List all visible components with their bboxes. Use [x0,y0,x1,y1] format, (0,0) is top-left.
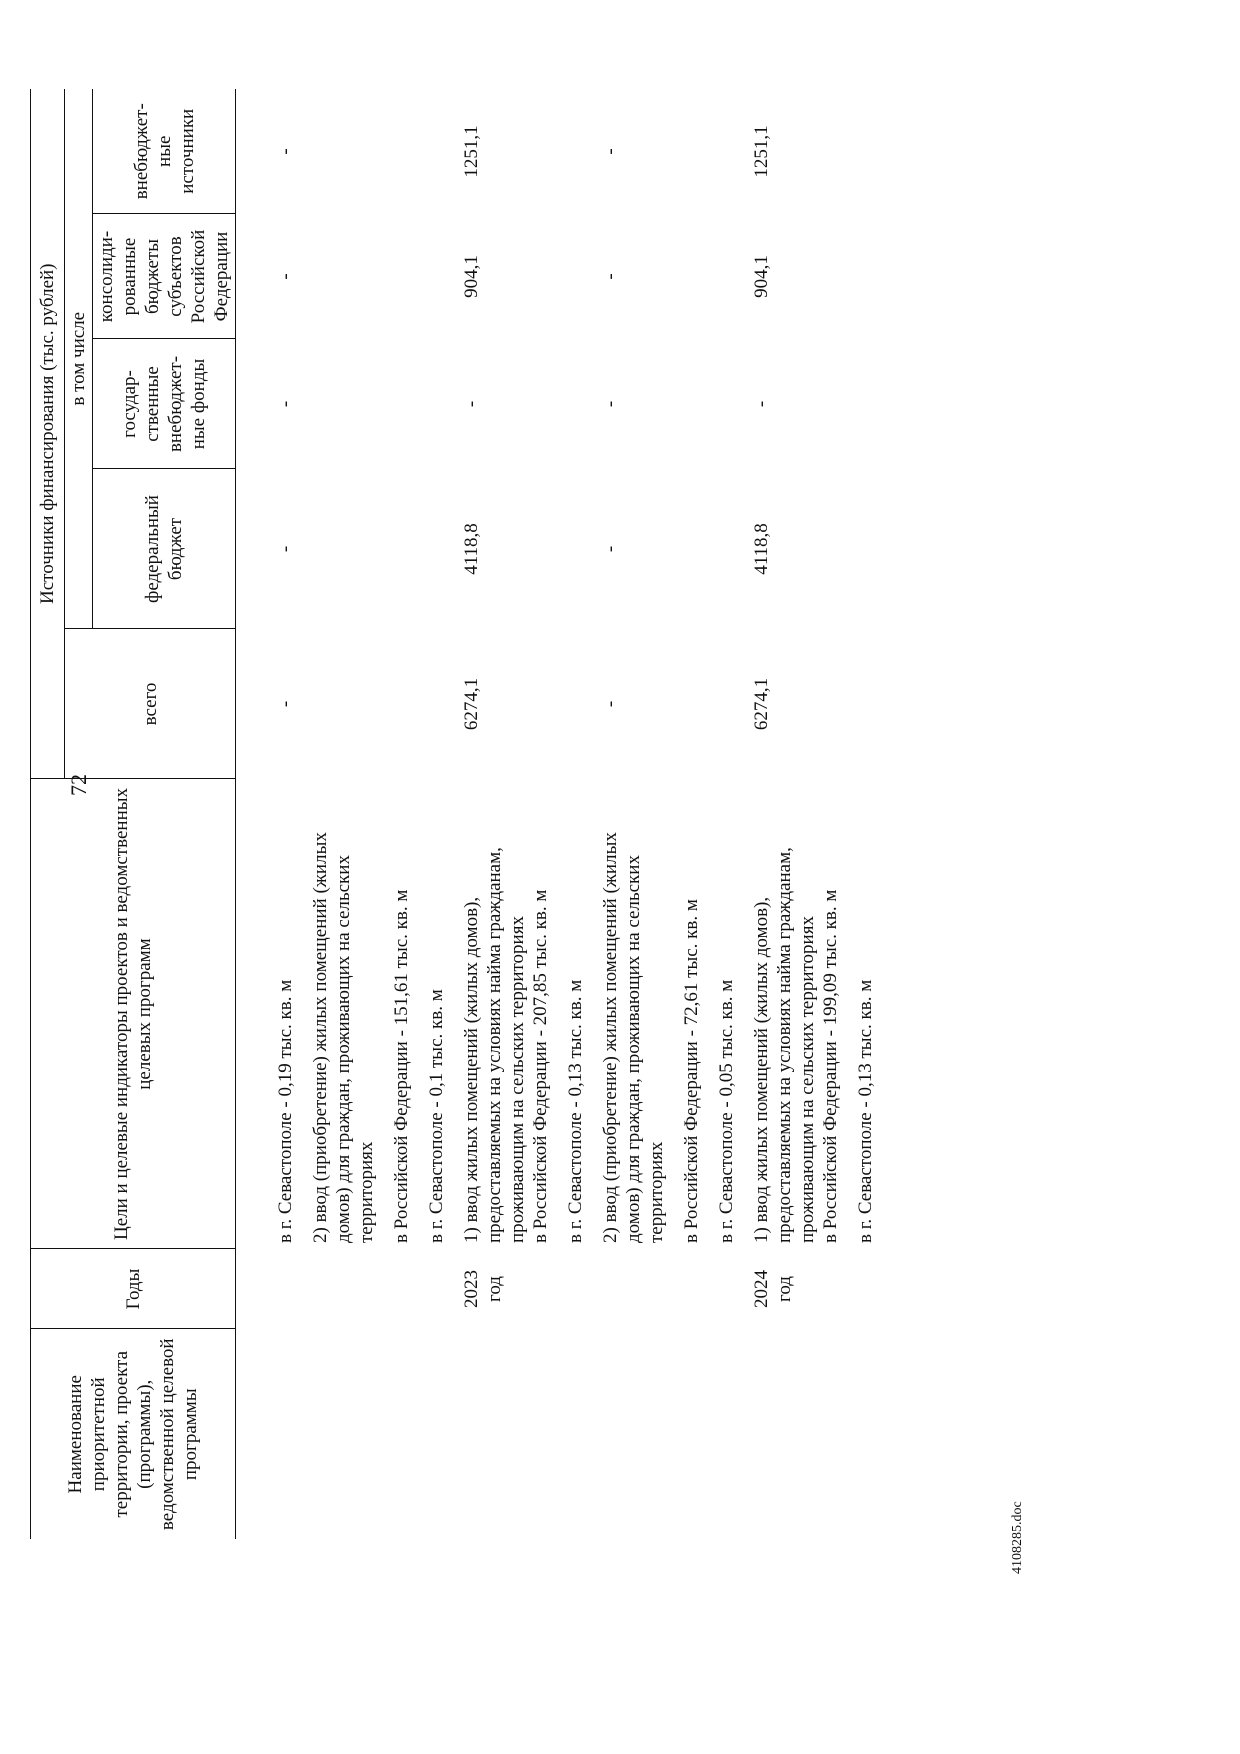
header-goals: Цели и целевые индикаторы проектов и ведомственных целевых программ [31,779,236,1249]
footer-filename: 4108285.doc [1010,1501,1025,1574]
extrabudget-cell: 1251,1 [461,125,482,178]
indicator-text: 1) ввод жилых помещений (жилых домов), предоставляемых на условиях найма гражданам, проживающим на сельских территориях [461,847,528,1243]
indicator-text: в г. Севастополе - 0,1 тыс. кв. м [426,989,447,1243]
total-cell: 6274,1 [751,677,772,731]
header-state-funds: государ-ственные внебюджет-ные фонды [93,339,236,469]
name-cell [599,1329,750,1539]
indicator-text: 2) ввод (приобретение) жилых помещений (жилых домов) для граждан, проживающих на сельских территориях [310,832,377,1243]
indicator-text: в г. Севастополе - 0,05 тыс. кв. м [716,979,737,1243]
header-years: Годы [31,1249,236,1329]
federal-cell: 4118,8 [751,523,772,575]
indicator-text: в Российской Федерации - 199,09 тыс. кв. м [820,889,841,1243]
extrabudget-cell: 1251,1 [751,125,772,178]
indicator-text: в Российской Федерации - 72,61 тыс. кв. м [681,899,702,1243]
financing-table [30,89,889,1539]
indicator-text: в Российской Федерации - 151,61 тыс. кв. м [391,889,412,1243]
state-funds-cell: - [600,400,621,408]
header-consolidated: консолиди-рованные бюджеты субъектов Российской Федерации [93,214,236,339]
header-including: в том числе [65,89,93,629]
indicator-text: в г. Севастополе - 0,19 тыс. кв. м [275,979,296,1243]
consolidated-cell: 904,1 [461,255,482,298]
year-cell: 2023 год [461,1270,505,1308]
table-row [599,89,750,1539]
consolidated-cell: - [275,273,296,280]
federal-cell: 4118,8 [461,523,482,575]
year-cell: 2024 год [751,1270,795,1308]
extrabudget-cell: - [275,148,296,155]
consolidated-cell: 904,1 [751,255,772,298]
indicators-cell [236,779,461,1249]
indicator-text: в г. Севастополе - 0,13 тыс. кв. м [565,979,586,1243]
state-funds-cell: - [461,400,482,408]
total-cell: 6274,1 [461,677,482,731]
indicator-text: в Российской Федерации - 207,85 тыс. кв. м [530,889,551,1243]
indicators-cell [460,779,599,1249]
indicator-text: 2) ввод (приобретение) жилых помещений (жилых домов) для граждан, проживающих на сельских территориях [600,832,667,1243]
header-total: всего [65,629,236,779]
name-cell [460,1329,599,1539]
name-cell [750,1329,889,1539]
year-cell [599,1249,750,1329]
state-funds-cell: - [275,400,296,408]
page-number: 72 [66,774,91,796]
header-sources: Источники финансирования (тыс. рублей) [31,89,65,779]
table-row [236,89,461,1539]
federal-cell: - [600,545,621,553]
year-cell [236,1249,461,1329]
header-name: Наименование приоритетной территории, проекта (программы), ведомственной целевой программы [31,1329,236,1539]
total-cell: - [600,700,621,708]
extrabudget-cell: - [600,148,621,155]
indicators-cell [750,779,889,1249]
header-extrabudget: внебюджет-ные источники [93,89,236,214]
federal-cell: - [275,545,296,553]
consolidated-cell: - [600,273,621,280]
state-funds-cell: - [751,400,772,408]
total-cell: - [275,700,296,708]
indicators-cell [599,779,750,1249]
table-row [750,89,889,1539]
indicator-text: 1) ввод жилых помещений (жилых домов), предоставляемых на условиях найма гражданам, проживающим на сельских территориях [751,847,818,1243]
header-federal: федеральный бюджет [93,469,236,629]
indicator-text: в г. Севастополе - 0,13 тыс. кв. м [855,979,876,1243]
name-cell [236,1329,461,1539]
table-row [460,89,599,1539]
